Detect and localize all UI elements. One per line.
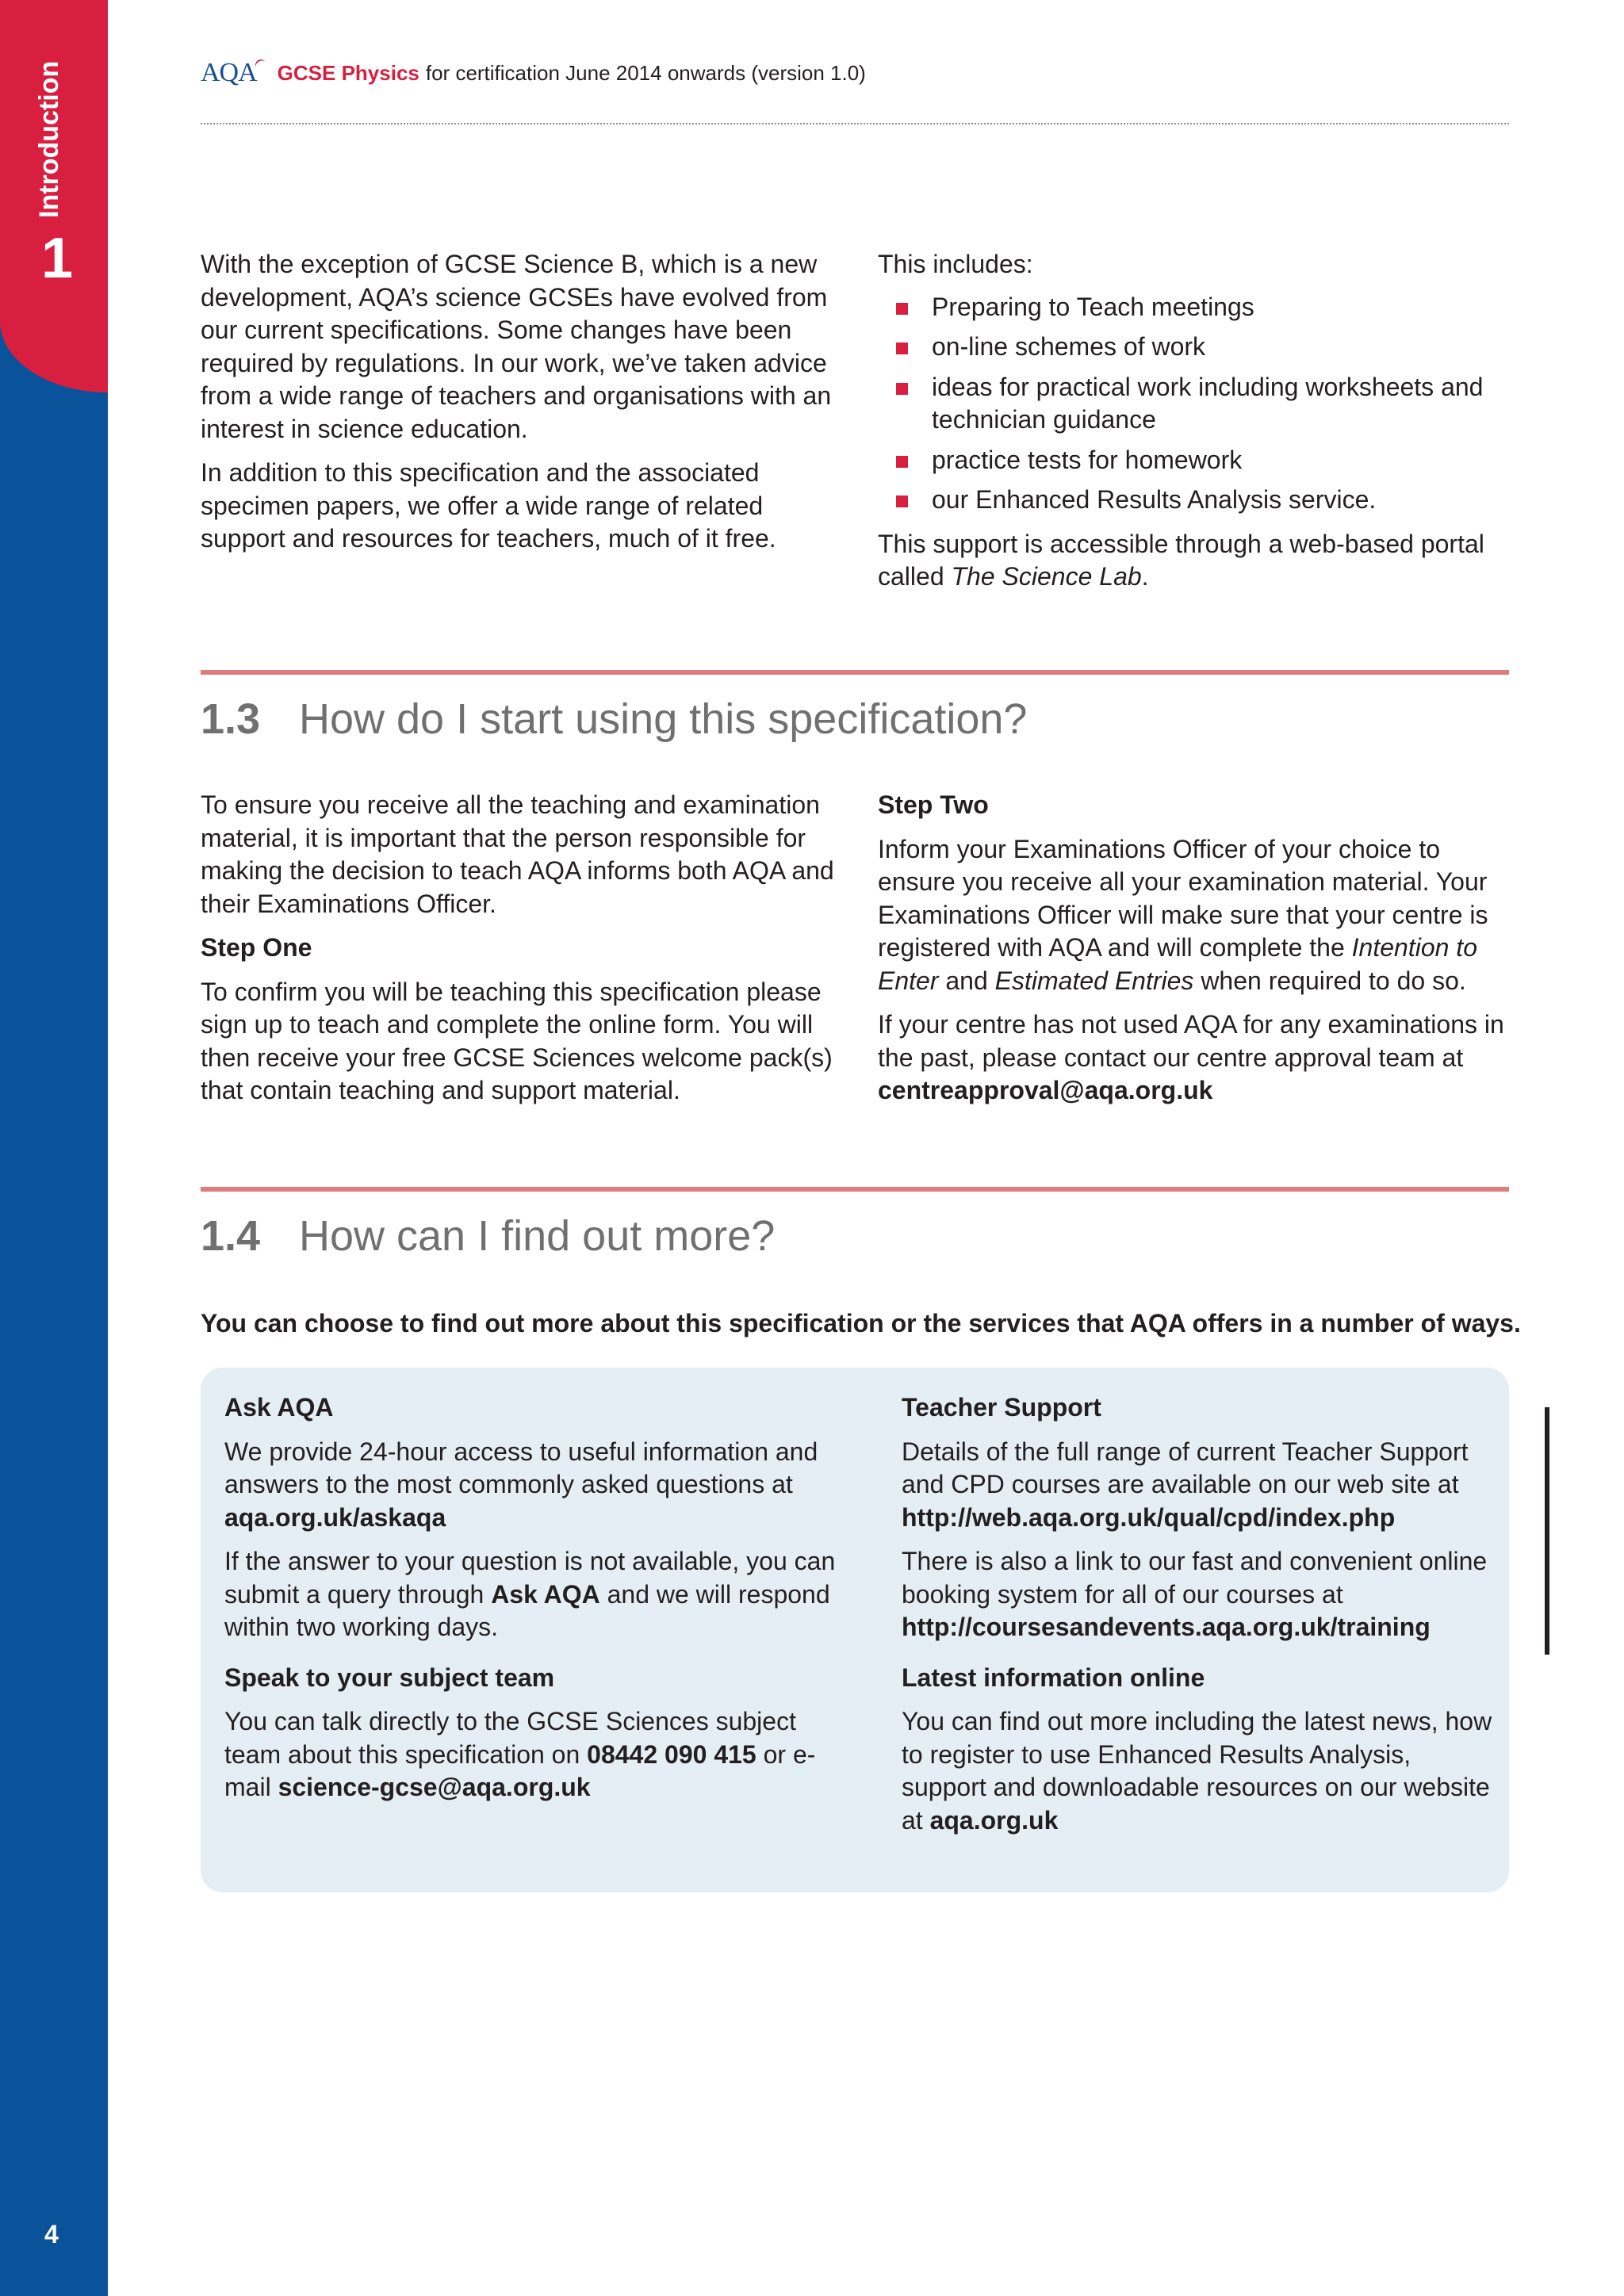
step-two-text: Inform your Examinations Officer of your choice to ensure you receive all your examination material. Your Examinations Officer will make sure that your centre is registered with AQA and will complete the Intention to Enter and Estimated Entries when required to do so. [878, 834, 1488, 995]
section-1-3-title: 1.3 How do I start using this specification? [201, 695, 1028, 743]
includes-intro: This includes: [878, 250, 1033, 278]
centre-approval-text: If your centre has not used AQA for any examinations in the past, please contact our centre approval team at centreapproval@aqa.org.uk [878, 1010, 1504, 1104]
find-out-more-lead: You can choose to find out more about this specification or the services that AQA offers in a number of ways. [201, 1309, 1521, 1337]
panel-left-column [224, 1391, 843, 1816]
courses-link[interactable]: http://coursesandevents.aqa.org.uk/training [902, 1613, 1431, 1641]
section-1-4-divider [201, 1187, 1509, 1192]
latest-info-heading: Latest information online [902, 1663, 1205, 1692]
header-brand: GCSE Physics [277, 60, 419, 85]
science-lab-paragraph: This support is accessible through a web-based portal called The Science Lab. [878, 529, 1484, 591]
panel-right-column [902, 1391, 1496, 1848]
header-divider [201, 123, 1509, 124]
bullet-square-icon [896, 383, 908, 395]
askaqa-link[interactable]: aqa.org.uk/askaqa [224, 1502, 446, 1532]
includes-list [878, 291, 1512, 517]
header-subtitle: for certification June 2014 onwards (version 1.0) [425, 60, 866, 85]
bullet-square-icon [896, 342, 908, 354]
page-header [201, 57, 866, 89]
subject-team-phone[interactable]: 08442 090 415 [587, 1739, 756, 1769]
list-item: practice tests for homework [878, 444, 1512, 477]
subject-team-email[interactable]: science-gcse@aqa.org.uk [278, 1773, 591, 1801]
subject-team-text: You can talk directly to the GCSE Sciences subject team about this specification on 08442 090 415 or e-mail science-gcse@aqa.org.uk [224, 1707, 816, 1801]
teacher-support-text-2: There is also a link to our fast and convenient online booking system for all of our courses at http://coursesandevents.aqa.org.uk/training [902, 1547, 1488, 1641]
centre-approval-email[interactable]: centreapproval@aqa.org.uk [878, 1076, 1213, 1104]
sidebar [0, 0, 108, 2296]
intro-right-column [878, 248, 1512, 605]
aqa-website-link[interactable]: aqa.org.uk [929, 1805, 1059, 1835]
aqa-logo: AQA [201, 58, 257, 88]
list-item: ideas for practical work including worksheets and technician guidance [878, 371, 1512, 437]
list-item: our Enhanced Results Analysis service. [878, 484, 1512, 517]
step-two-heading: Step Two [878, 790, 989, 819]
intro-paragraph-2: In addition to this specification and the associated specimen papers, we offer a wide range of related support and resources for teachers, much of it free. [201, 458, 776, 553]
step-one-text: To confirm you will be teaching this specification please sign up to teach and complete the online form. You will then receive your free GCSE Sciences welcome pack(s) that contain teaching and support material. [201, 977, 833, 1104]
section-1-3-left-column [201, 789, 835, 1119]
bullet-square-icon [896, 496, 908, 507]
section-1-3-paragraph: To ensure you receive all the teaching and examination material, it is important that the person responsible for making the decision to teach AQA informs both AQA and their Examinations Officer. [201, 790, 834, 918]
section-1-3-divider [201, 670, 1509, 675]
section-number: 1 [40, 227, 74, 290]
change-bar [1545, 1407, 1549, 1655]
ask-aqa-text-2: If the answer to your question is not available, you can submit a query through Ask AQA and we will respond within two working days. [224, 1547, 836, 1641]
ask-aqa-heading: Ask AQA [224, 1393, 334, 1422]
list-item: Preparing to Teach meetings [878, 291, 1512, 324]
cpd-link[interactable]: http://web.aqa.org.uk/qual/cpd/index.php [902, 1502, 1396, 1532]
intro-left-column [201, 248, 835, 567]
subject-team-heading: Speak to your subject team [224, 1663, 555, 1692]
latest-info-text: You can find out more including the latest news, how to register to use Enhanced Results Analysis, support and downloadable resources on our website at aqa.org.uk [902, 1707, 1492, 1835]
page-number: 4 [44, 2220, 59, 2248]
section-label: Introduction [34, 60, 64, 218]
step-one-heading: Step One [201, 933, 312, 962]
bullet-square-icon [896, 303, 908, 315]
bullet-square-icon [896, 456, 908, 468]
section-1-3-right-column [878, 789, 1512, 1119]
section-1-4-title: 1.4 How can I find out more? [201, 1212, 776, 1260]
teacher-support-text-1: Details of the full range of current Teacher Support and CPD courses are available on our web site at http://web.aqa.org.uk/qual/cpd/index.php [902, 1437, 1469, 1532]
teacher-support-heading: Teacher Support [902, 1393, 1101, 1422]
intro-paragraph-1: With the exception of GCSE Science B, which is a new development, AQA’s science GCSEs have evolved from our current specifications. Some changes have been required by regulations. In our work, we’ve taken advice from a wide range of teachers and organisations with an interest in science education. [201, 250, 832, 443]
list-item: on-line schemes of work [878, 331, 1512, 364]
ask-aqa-text-1: We provide 24-hour access to useful information and answers to the most commonly asked questions at aqa.org.uk/askaqa [224, 1437, 818, 1532]
contact-info-panel [201, 1368, 1509, 1892]
